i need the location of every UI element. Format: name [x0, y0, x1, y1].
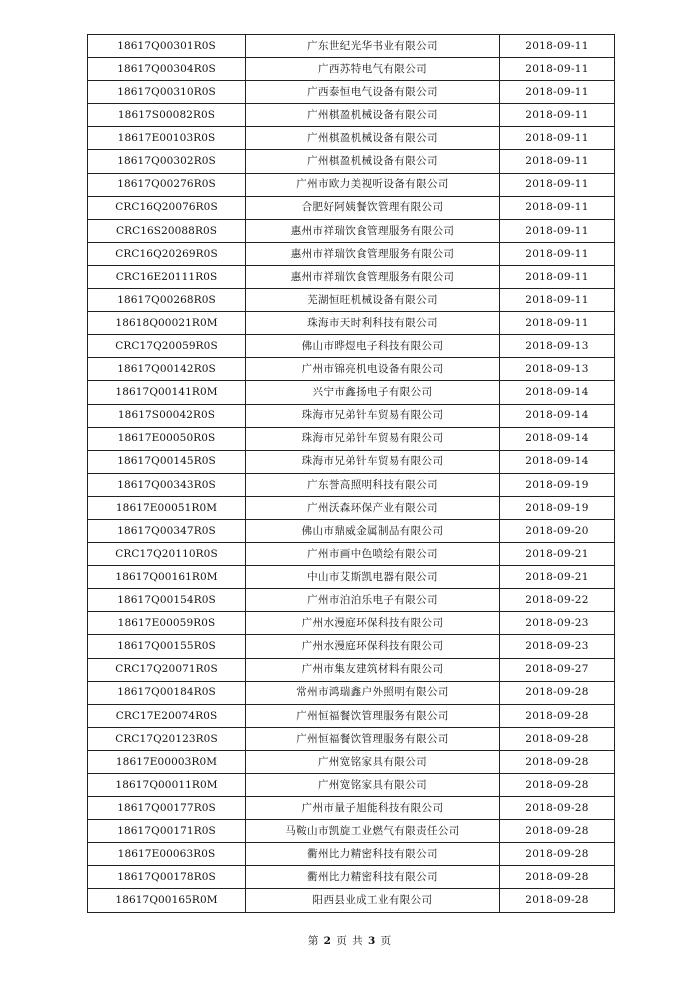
table-row	[88, 358, 615, 381]
company-name: 惠州市祥瑞饮食管理服务有限公司	[246, 265, 500, 288]
issue-date: 2018-09-28	[500, 866, 615, 889]
company-name: 常州市鸿瑞鑫户外照明有限公司	[246, 681, 500, 704]
issue-date: 2018-09-11	[500, 81, 615, 104]
certificate-code: 18617Q00310R0S	[88, 81, 246, 104]
table-row	[88, 658, 615, 681]
table-row	[88, 381, 615, 404]
certificate-code: 18617Q00301R0S	[88, 35, 246, 58]
company-name: 广州水漫庭环保科技有限公司	[246, 612, 500, 635]
issue-date: 2018-09-14	[500, 427, 615, 450]
issue-date: 2018-09-19	[500, 473, 615, 496]
issue-date: 2018-09-28	[500, 820, 615, 843]
table-row	[88, 450, 615, 473]
certificate-code: 18617Q00268R0S	[88, 289, 246, 312]
table-row	[88, 196, 615, 219]
page-total: 3	[368, 935, 377, 947]
table-row	[88, 104, 615, 127]
certificate-code: 18617E00051R0M	[88, 496, 246, 519]
certificate-code: 18617Q00145R0S	[88, 450, 246, 473]
issue-date: 2018-09-22	[500, 589, 615, 612]
issue-date: 2018-09-28	[500, 797, 615, 820]
certificate-code: 18617S00042R0S	[88, 404, 246, 427]
table-row	[88, 427, 615, 450]
company-name: 珠海市兄弟针车贸易有限公司	[246, 427, 500, 450]
certificate-code: 18617E00103R0S	[88, 127, 246, 150]
issue-date: 2018-09-11	[500, 196, 615, 219]
certificate-code: 18617Q00171R0S	[88, 820, 246, 843]
table-row	[88, 866, 615, 889]
certificate-code: 18617Q00161R0M	[88, 566, 246, 589]
company-name: 广州市泊泊乐电子有限公司	[246, 589, 500, 612]
company-name: 广州宽铭家具有限公司	[246, 750, 500, 773]
table-row	[88, 242, 615, 265]
issue-date: 2018-09-11	[500, 127, 615, 150]
table-row	[88, 219, 615, 242]
issue-date: 2018-09-28	[500, 727, 615, 750]
issue-date: 2018-09-28	[500, 704, 615, 727]
table-row	[88, 820, 615, 843]
company-name: 广西苏特电气有限公司	[246, 58, 500, 81]
company-name: 广西泰恒电气设备有限公司	[246, 81, 500, 104]
company-name: 芜湖恒旺机械设备有限公司	[246, 289, 500, 312]
company-name: 广州市集友建筑材料有限公司	[246, 658, 500, 681]
page-mid: 页 共	[336, 935, 364, 947]
table-row	[88, 473, 615, 496]
issue-date: 2018-09-14	[500, 404, 615, 427]
table-row	[88, 750, 615, 773]
issue-date: 2018-09-28	[500, 843, 615, 866]
table-row	[88, 774, 615, 797]
certificate-code: CRC16Q20076R0S	[88, 196, 246, 219]
table-row	[88, 704, 615, 727]
company-name: 中山市艾斯凯电器有限公司	[246, 566, 500, 589]
certificate-code: 18617Q00155R0S	[88, 635, 246, 658]
table-row	[88, 35, 615, 58]
page-current: 2	[323, 935, 332, 947]
table-row	[88, 404, 615, 427]
table-row	[88, 173, 615, 196]
company-name: 广东誉高照明科技有限公司	[246, 473, 500, 496]
company-name: 衢州比力精密科技有限公司	[246, 843, 500, 866]
company-name: 惠州市祥瑞饮食管理服务有限公司	[246, 242, 500, 265]
issue-date: 2018-09-21	[500, 543, 615, 566]
company-name: 广州市锦亮机电设备有限公司	[246, 358, 500, 381]
company-name: 马鞍山市凯旋工业燃气有限责任公司	[246, 820, 500, 843]
certificate-table-body	[88, 35, 615, 913]
certificate-code: 18617Q00154R0S	[88, 589, 246, 612]
issue-date: 2018-09-19	[500, 496, 615, 519]
issue-date: 2018-09-21	[500, 566, 615, 589]
issue-date: 2018-09-28	[500, 774, 615, 797]
issue-date: 2018-09-14	[500, 450, 615, 473]
table-row	[88, 843, 615, 866]
table-row	[88, 589, 615, 612]
table-row	[88, 150, 615, 173]
table-row	[88, 566, 615, 589]
certificate-code: 18617Q00304R0S	[88, 58, 246, 81]
certificate-code: CRC17Q20123R0S	[88, 727, 246, 750]
company-name: 广州水漫庭环保科技有限公司	[246, 635, 500, 658]
certificate-code: CRC17Q20059R0S	[88, 335, 246, 358]
table-row	[88, 612, 615, 635]
issue-date: 2018-09-20	[500, 519, 615, 542]
certificate-table	[87, 34, 615, 913]
certificate-code: 18617Q00177R0S	[88, 797, 246, 820]
page-suffix: 页	[380, 935, 393, 947]
issue-date: 2018-09-11	[500, 150, 615, 173]
table-row	[88, 335, 615, 358]
certificate-code: 18617Q00178R0S	[88, 866, 246, 889]
company-name: 珠海市兄弟针车贸易有限公司	[246, 450, 500, 473]
certificate-code: 18617Q00343R0S	[88, 473, 246, 496]
company-name: 珠海市天时利科技有限公司	[246, 312, 500, 335]
company-name: 广东世纪光华书业有限公司	[246, 35, 500, 58]
certificate-code: 18617E00003R0M	[88, 750, 246, 773]
issue-date: 2018-09-11	[500, 58, 615, 81]
table-row	[88, 81, 615, 104]
certificate-code: CRC16E20111R0S	[88, 265, 246, 288]
table-row	[88, 496, 615, 519]
table-row	[88, 681, 615, 704]
certificate-code: CRC16Q20269R0S	[88, 242, 246, 265]
table-row	[88, 889, 615, 912]
certificate-code: 18617E00059R0S	[88, 612, 246, 635]
certificate-code: CRC17E20074R0S	[88, 704, 246, 727]
certificate-code: 18617Q00141R0M	[88, 381, 246, 404]
company-name: 阳西县业成工业有限公司	[246, 889, 500, 912]
certificate-code: 18617Q00302R0S	[88, 150, 246, 173]
issue-date: 2018-09-11	[500, 242, 615, 265]
issue-date: 2018-09-23	[500, 635, 615, 658]
issue-date: 2018-09-11	[500, 219, 615, 242]
certificate-code: 18617S00082R0S	[88, 104, 246, 127]
issue-date: 2018-09-13	[500, 335, 615, 358]
company-name: 广州恒福餐饮管理服务有限公司	[246, 704, 500, 727]
issue-date: 2018-09-23	[500, 612, 615, 635]
table-row	[88, 312, 615, 335]
page-footer	[0, 933, 700, 948]
issue-date: 2018-09-11	[500, 173, 615, 196]
table-row	[88, 797, 615, 820]
certificate-code: CRC17Q20071R0S	[88, 658, 246, 681]
issue-date: 2018-09-13	[500, 358, 615, 381]
company-name: 佛山市鼎威金属制品有限公司	[246, 519, 500, 542]
issue-date: 2018-09-11	[500, 312, 615, 335]
issue-date: 2018-09-11	[500, 265, 615, 288]
certificate-code: 18617E00063R0S	[88, 843, 246, 866]
certificate-code: 18617Q00276R0S	[88, 173, 246, 196]
company-name: 佛山市晔煜电子科技有限公司	[246, 335, 500, 358]
certificate-code: 18617Q00165R0M	[88, 889, 246, 912]
table-row	[88, 519, 615, 542]
table-row	[88, 543, 615, 566]
certificate-code: 18617Q00347R0S	[88, 519, 246, 542]
certificate-code: 18617Q00011R0M	[88, 774, 246, 797]
company-name: 广州市画中色喷绘有限公司	[246, 543, 500, 566]
company-name: 广州市欧力美视听设备有限公司	[246, 173, 500, 196]
table-row	[88, 635, 615, 658]
certificate-code: CRC16S20088R0S	[88, 219, 246, 242]
certificate-code: 18618Q00021R0M	[88, 312, 246, 335]
company-name: 广州恒福餐饮管理服务有限公司	[246, 727, 500, 750]
company-name: 广州沃森环保产业有限公司	[246, 496, 500, 519]
company-name: 广州棋盈机械设备有限公司	[246, 104, 500, 127]
certificate-code: 18617Q00184R0S	[88, 681, 246, 704]
table-row	[88, 58, 615, 81]
page-prefix: 第	[307, 935, 320, 947]
issue-date: 2018-09-28	[500, 750, 615, 773]
table-row	[88, 127, 615, 150]
table-row	[88, 727, 615, 750]
issue-date: 2018-09-14	[500, 381, 615, 404]
issue-date: 2018-09-11	[500, 104, 615, 127]
issue-date: 2018-09-11	[500, 35, 615, 58]
table-row	[88, 265, 615, 288]
issue-date: 2018-09-11	[500, 289, 615, 312]
company-name: 兴宁市鑫扬电子有限公司	[246, 381, 500, 404]
company-name: 珠海市兄弟针车贸易有限公司	[246, 404, 500, 427]
company-name: 衢州比力精密科技有限公司	[246, 866, 500, 889]
company-name: 合肥好阿姨餐饮管理有限公司	[246, 196, 500, 219]
certificate-code: CRC17Q20110R0S	[88, 543, 246, 566]
company-name: 惠州市祥瑞饮食管理服务有限公司	[246, 219, 500, 242]
issue-date: 2018-09-27	[500, 658, 615, 681]
company-name: 广州市量子旭能科技有限公司	[246, 797, 500, 820]
table-row	[88, 289, 615, 312]
company-name: 广州棋盈机械设备有限公司	[246, 150, 500, 173]
issue-date: 2018-09-28	[500, 681, 615, 704]
certificate-code: 18617E00050R0S	[88, 427, 246, 450]
issue-date: 2018-09-28	[500, 889, 615, 912]
certificate-code: 18617Q00142R0S	[88, 358, 246, 381]
company-name: 广州宽铭家具有限公司	[246, 774, 500, 797]
company-name: 广州棋盈机械设备有限公司	[246, 127, 500, 150]
